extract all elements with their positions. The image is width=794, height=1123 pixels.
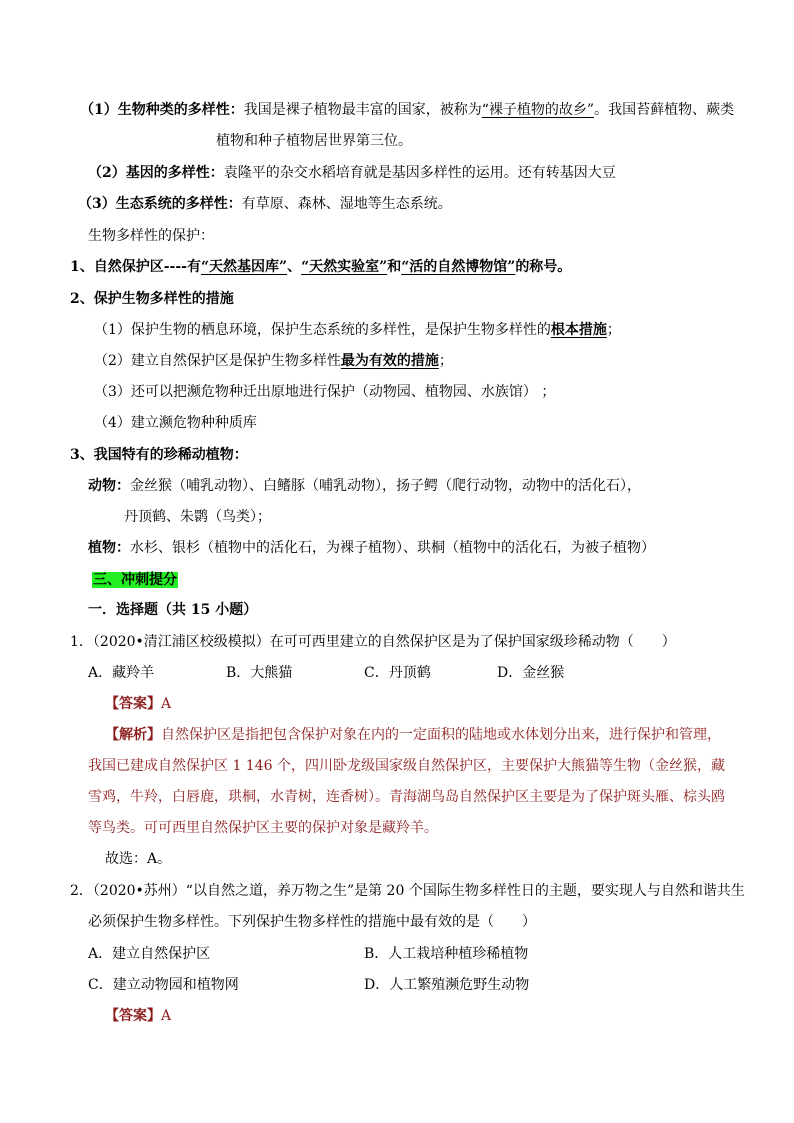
question-2-option-d: D．人工繁殖濒危野生动物 xyxy=(364,977,530,993)
item-label: （2）基因的多样性： xyxy=(88,165,224,181)
question-1-option-b: B．大熊猫 xyxy=(226,665,293,681)
point-text: 1、自然保护区----有 xyxy=(70,259,201,275)
item-text: 我国是裸子植物最丰富的国家，被称为 xyxy=(243,102,482,118)
rare-animals xyxy=(88,476,641,496)
point-text: 的称号。 xyxy=(515,259,572,275)
measure-text: ； xyxy=(606,322,621,338)
point-text: 和 xyxy=(387,259,402,275)
answer-label: 【答案】 xyxy=(105,696,161,712)
question-2-option-c: C．建立动物园和植物网 xyxy=(88,977,239,993)
measure-text: （2）建立自然保护区是保护生物多样性 xyxy=(94,353,341,369)
quoted-term: “天然基因库” xyxy=(200,259,288,275)
item-gene-diversity xyxy=(88,163,616,183)
item-ecosystem-diversity xyxy=(78,194,452,214)
question-1-analysis-line-1 xyxy=(105,725,721,745)
category-text: 水杉、银杉（植物中的活化石，为裸子植物）、珙桐（植物中的活化石，为被子植物） xyxy=(130,540,655,556)
protection-point-2-heading: 2、保护生物多样性的措施 xyxy=(70,291,234,307)
question-1-option-a: A．藏羚羊 xyxy=(88,665,155,681)
section-subtitle: 一．选择题（共 15 小题） xyxy=(88,602,258,618)
measure-1 xyxy=(94,320,621,340)
item-text: 有草原、森林、湿地等生态系统。 xyxy=(241,196,452,212)
point-text: 、 xyxy=(287,259,302,275)
item-label: （1）生物种类的多样性： xyxy=(80,102,244,118)
item-species-diversity-cont: 植物和种子植物居世界第三位。 xyxy=(216,133,412,149)
protection-point-1 xyxy=(70,257,571,277)
key-term: 根本措施 xyxy=(550,322,607,338)
answer-label: 【答案】 xyxy=(105,1008,161,1024)
section-title-text: 三、冲刺提分 xyxy=(93,572,177,588)
analysis-text: 自然保护区是指把包含保护对象在内的一定面积的陆地或水体划分出来，进行保护和管理， xyxy=(161,727,721,743)
question-1-analysis-line-4: 等鸟类。可可西里自然保护区主要的保护对象是藏羚羊。 xyxy=(88,820,438,836)
key-term: 最为有效的措施 xyxy=(340,353,439,369)
measure-text: ； xyxy=(438,353,453,369)
protection-point-3-heading: 3、我国特有的珍稀动植物： xyxy=(70,447,248,463)
category-label: 植物： xyxy=(88,540,130,556)
item-label: （3）生态系统的多样性： xyxy=(78,196,242,212)
analysis-label: 【解析】 xyxy=(105,727,161,743)
question-2-option-b: B．人工栽培种植珍稀植物 xyxy=(364,946,529,962)
quoted-term: “裸子植物的故乡” xyxy=(481,102,595,118)
question-1-analysis-line-3: 雪鸡，牛羚，白唇鹿，珙桐，水青树，连香树）。青海湖鸟岛自然保护区主要是为了保护斑头雁、棕头鸥 xyxy=(88,789,725,805)
answer-value: A xyxy=(161,1008,172,1024)
category-text: 金丝猴（哺乳动物）、白鳍豚（哺乳动物），扬子鳄（爬行动物，动物中的活化石）， xyxy=(130,478,641,494)
question-2-stem-line-1: 2．（2020•苏州）“以自然之道，养万物之生”是第 20 个国际生物多样性日的主题，要实现人与自然和谐共生 xyxy=(70,883,745,899)
quoted-term: “天然实验室” xyxy=(301,259,388,275)
rare-plants xyxy=(88,538,655,558)
answer-value: A xyxy=(161,696,172,712)
protection-heading: 生物多样性的保护： xyxy=(88,228,214,244)
item-species-diversity xyxy=(80,100,734,120)
item-text: 袁隆平的杂交水稻培育就是基因多样性的运用。还有转基因大豆 xyxy=(223,165,616,181)
section-title xyxy=(92,570,178,590)
item-text: 。我国苔藓植物、蕨类 xyxy=(594,102,735,118)
question-1-option-c: C．丹顶鹤 xyxy=(364,665,431,681)
question-1-analysis-line-2: 我国已建成自然保护区 1 146 个，四川卧龙级国家级自然保护区，主要保护大熊猫等生物（金丝猴，藏 xyxy=(88,758,725,774)
category-label: 动物： xyxy=(88,478,130,494)
question-1-option-d: D．金丝猴 xyxy=(497,665,565,681)
rare-animals-cont: 丹顶鹤、朱鹮（鸟类）； xyxy=(124,509,271,525)
question-1-stem: 1．（2020•清江浦区校级模拟）在可可西里建立的自然保护区是为了保护国家级珍稀动物（ ） xyxy=(70,634,676,650)
quoted-term: “活的自然博物馆” xyxy=(401,259,516,275)
question-2-stem-line-2: 必须保护生物多样性。下列保护生物多样性的措施中最有效的是（ ） xyxy=(88,914,536,930)
measure-text: （1）保护生物的栖息环境，保护生态系统的多样性，是保护生物多样性的 xyxy=(94,322,551,338)
question-1-answer xyxy=(105,694,171,714)
question-2-answer xyxy=(105,1006,171,1026)
question-2-option-a: A．建立自然保护区 xyxy=(88,946,211,962)
measure-4: （4）建立濒危物种种质库 xyxy=(94,415,257,431)
question-1-conclusion: 故选：A。 xyxy=(105,851,172,867)
measure-3: （3）还可以把濒危物种迁出原地进行保护（动物园、植物园、水族馆） ； xyxy=(94,384,556,400)
measure-2 xyxy=(94,351,453,371)
